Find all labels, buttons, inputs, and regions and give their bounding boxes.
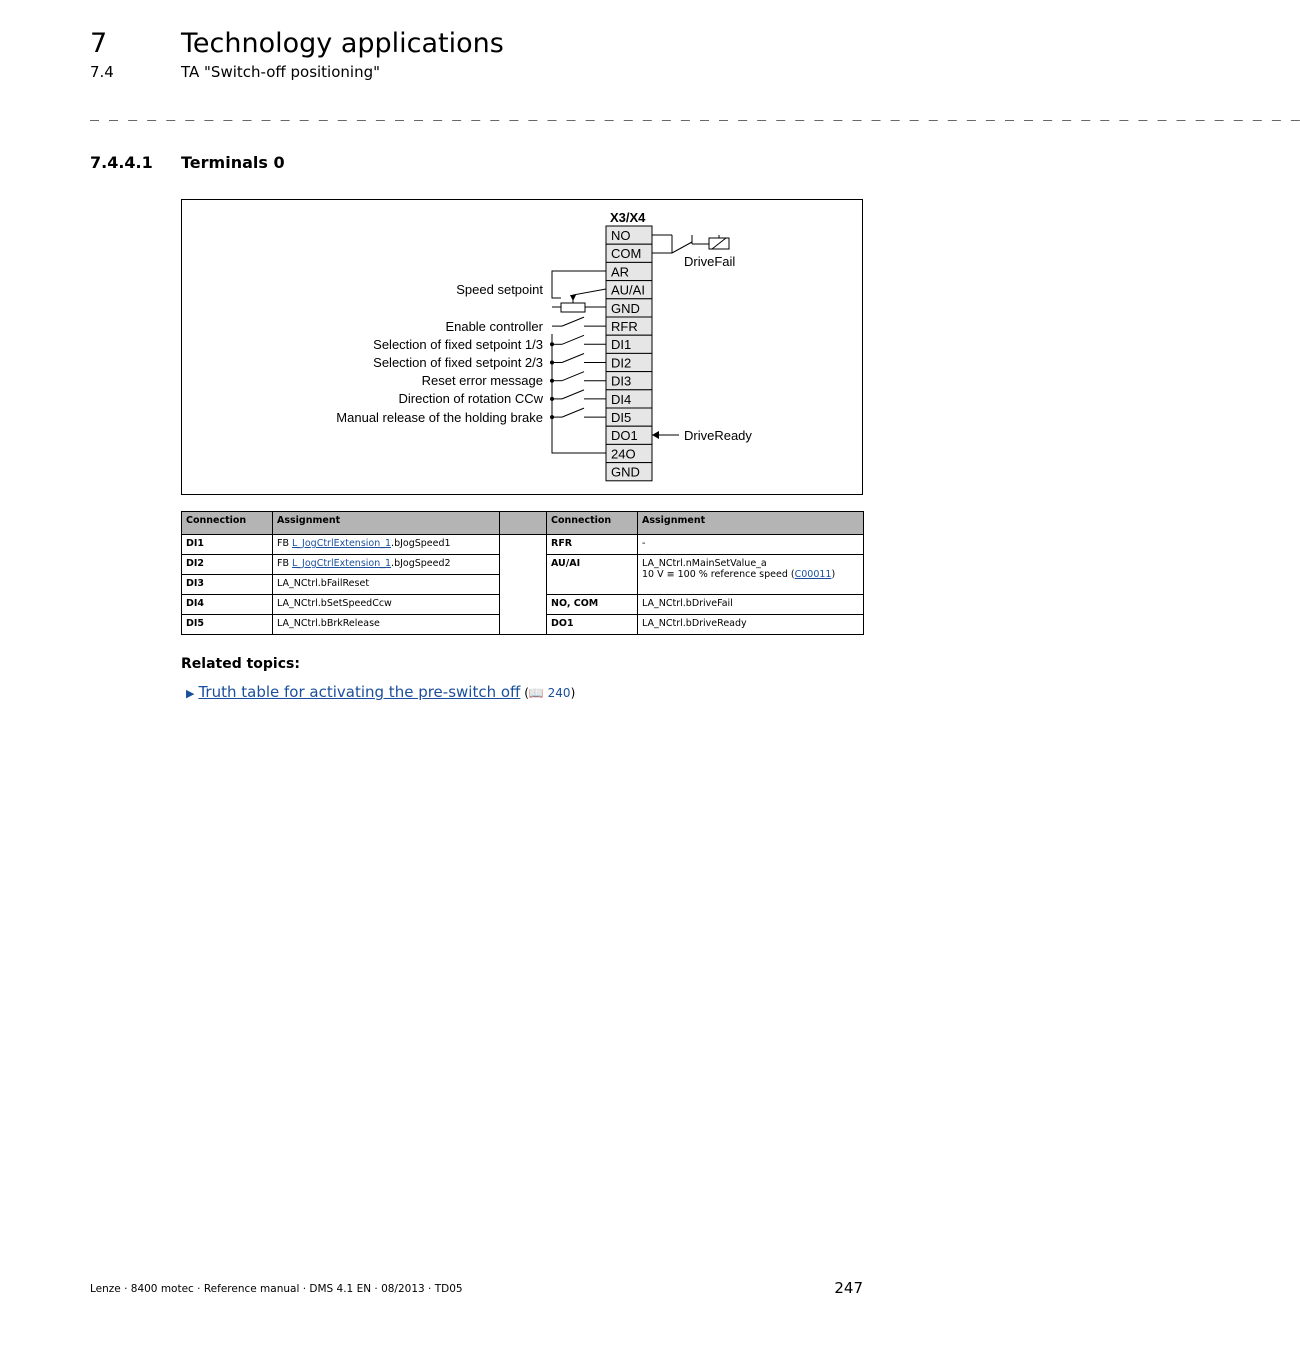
terminal-block xyxy=(606,226,652,481)
c00011-link[interactable]: C00011 xyxy=(794,569,832,580)
subsection-number: 7.4.4.1 xyxy=(90,153,153,172)
chapter-number: 7 xyxy=(90,28,108,59)
cell-assign: LA_NCtrl.bDriveReady xyxy=(638,615,864,635)
col-gap xyxy=(500,512,547,535)
cell-conn: DI2 xyxy=(182,555,273,575)
book-icon: 📖 xyxy=(528,686,544,700)
jogctrl-link[interactable]: L_JogCtrlExtension_1 xyxy=(292,538,392,549)
drive-fail-label: DriveFail xyxy=(684,254,736,269)
speed-setpoint-label: Speed setpoint xyxy=(456,282,543,297)
terminal-label: DI3 xyxy=(611,373,632,389)
related-topic-item xyxy=(186,682,575,704)
terminal-label: NO xyxy=(611,228,631,243)
page-ref-link[interactable]: 240 xyxy=(547,686,571,700)
terminal-label: GND xyxy=(611,464,640,480)
terminal-label: AU/AI xyxy=(611,282,645,298)
cell-conn: DO1 xyxy=(547,615,638,635)
col-assignment-left: Assignment xyxy=(273,512,500,535)
subsection-title: Terminals 0 xyxy=(181,153,285,172)
terminal-label: AR xyxy=(611,264,630,280)
terminal-label: DI1 xyxy=(611,337,632,353)
table-header-row xyxy=(182,512,864,535)
terminal-label: COM xyxy=(611,246,642,262)
drive-ready-label: DriveReady xyxy=(684,428,752,443)
table-row xyxy=(182,535,864,555)
chapter-title: Technology applications xyxy=(181,28,504,59)
terminal-label: DI4 xyxy=(611,391,632,407)
cell-conn: DI1 xyxy=(182,535,273,555)
terminal-label: DI5 xyxy=(611,410,632,425)
cell-conn: DI5 xyxy=(182,615,273,635)
terminal-label: DO1 xyxy=(611,428,638,444)
footer-doc-info: Lenze · 8400 motec · Reference manual · DMS 4.1 EN · 08/2013 · TD05 xyxy=(90,1283,463,1295)
cell-conn: AU/AI xyxy=(547,555,638,595)
brake-release-label: Manual release of the holding brake xyxy=(336,410,543,425)
cell-conn: NO, COM xyxy=(547,595,638,615)
section-number: 7.4 xyxy=(90,63,114,81)
cell-assign: LA_NCtrl.bBrkRelease xyxy=(273,615,500,635)
cell-assign: FB L_JogCtrlExtension_1.bJogSpeed2 xyxy=(273,555,500,575)
terminal-label: RFR xyxy=(611,319,638,334)
related-topics-heading: Related topics: xyxy=(181,656,300,672)
cell-gap xyxy=(500,535,547,635)
cell-conn: RFR xyxy=(547,535,638,555)
section-title: TA "Switch-off positioning" xyxy=(181,63,380,81)
reset-error-label: Reset error message xyxy=(421,373,543,388)
cell-assign: LA_NCtrl.bFailReset xyxy=(273,575,500,595)
terminal-label: GND xyxy=(611,300,640,316)
terminal-diagram xyxy=(181,199,863,495)
col-connection-right: Connection xyxy=(547,512,638,535)
jogctrl-link[interactable]: L_JogCtrlExtension_1 xyxy=(292,558,392,569)
terminal-label: DI2 xyxy=(611,355,632,371)
col-assignment-right: Assignment xyxy=(638,512,864,535)
cell-assign: LA_NCtrl.bDriveFail xyxy=(638,595,864,615)
cell-assign: LA_NCtrl.nMainSetValue_a 10 V ≡ 100 % reference speed (C00011) xyxy=(638,555,864,595)
truth-table-link[interactable]: Truth table for activating the pre-switch off xyxy=(198,683,521,701)
cell-assign: - xyxy=(638,535,864,555)
page-reference: (📖 240) xyxy=(520,686,576,700)
terminal-label: 24O xyxy=(611,446,636,462)
triangle-right-icon: ▶ xyxy=(186,687,195,700)
cell-assign: LA_NCtrl.bSetSpeedCcw xyxy=(273,595,500,615)
enable-controller-label: Enable controller xyxy=(445,319,543,334)
connector-label: X3/X4 xyxy=(610,210,646,225)
connection-table xyxy=(181,511,864,635)
page-number: 247 xyxy=(834,1279,863,1297)
header-separator: _ _ _ _ _ _ _ _ _ _ _ _ _ _ _ _ _ _ _ _ _ _ _ _ _ _ _ _ _ _ _ _ _ _ _ _ _ _ _ _ _ _ _ _ _ _ _ _ _ _ _ _ _ _ _ _ _ _ _ _ _ _ _ _ xyxy=(90,103,1300,121)
fixed-setpoint-1-label: Selection of fixed setpoint 1/3 xyxy=(373,337,543,352)
rotation-ccw-label: Direction of rotation CCw xyxy=(398,391,543,406)
cell-conn: DI4 xyxy=(182,595,273,615)
col-connection-left: Connection xyxy=(182,512,273,535)
cell-assign: FB L_JogCtrlExtension_1.bJogSpeed1 xyxy=(273,535,500,555)
fixed-setpoint-2-label: Selection of fixed setpoint 2/3 xyxy=(373,355,543,370)
cell-conn: DI3 xyxy=(182,575,273,595)
